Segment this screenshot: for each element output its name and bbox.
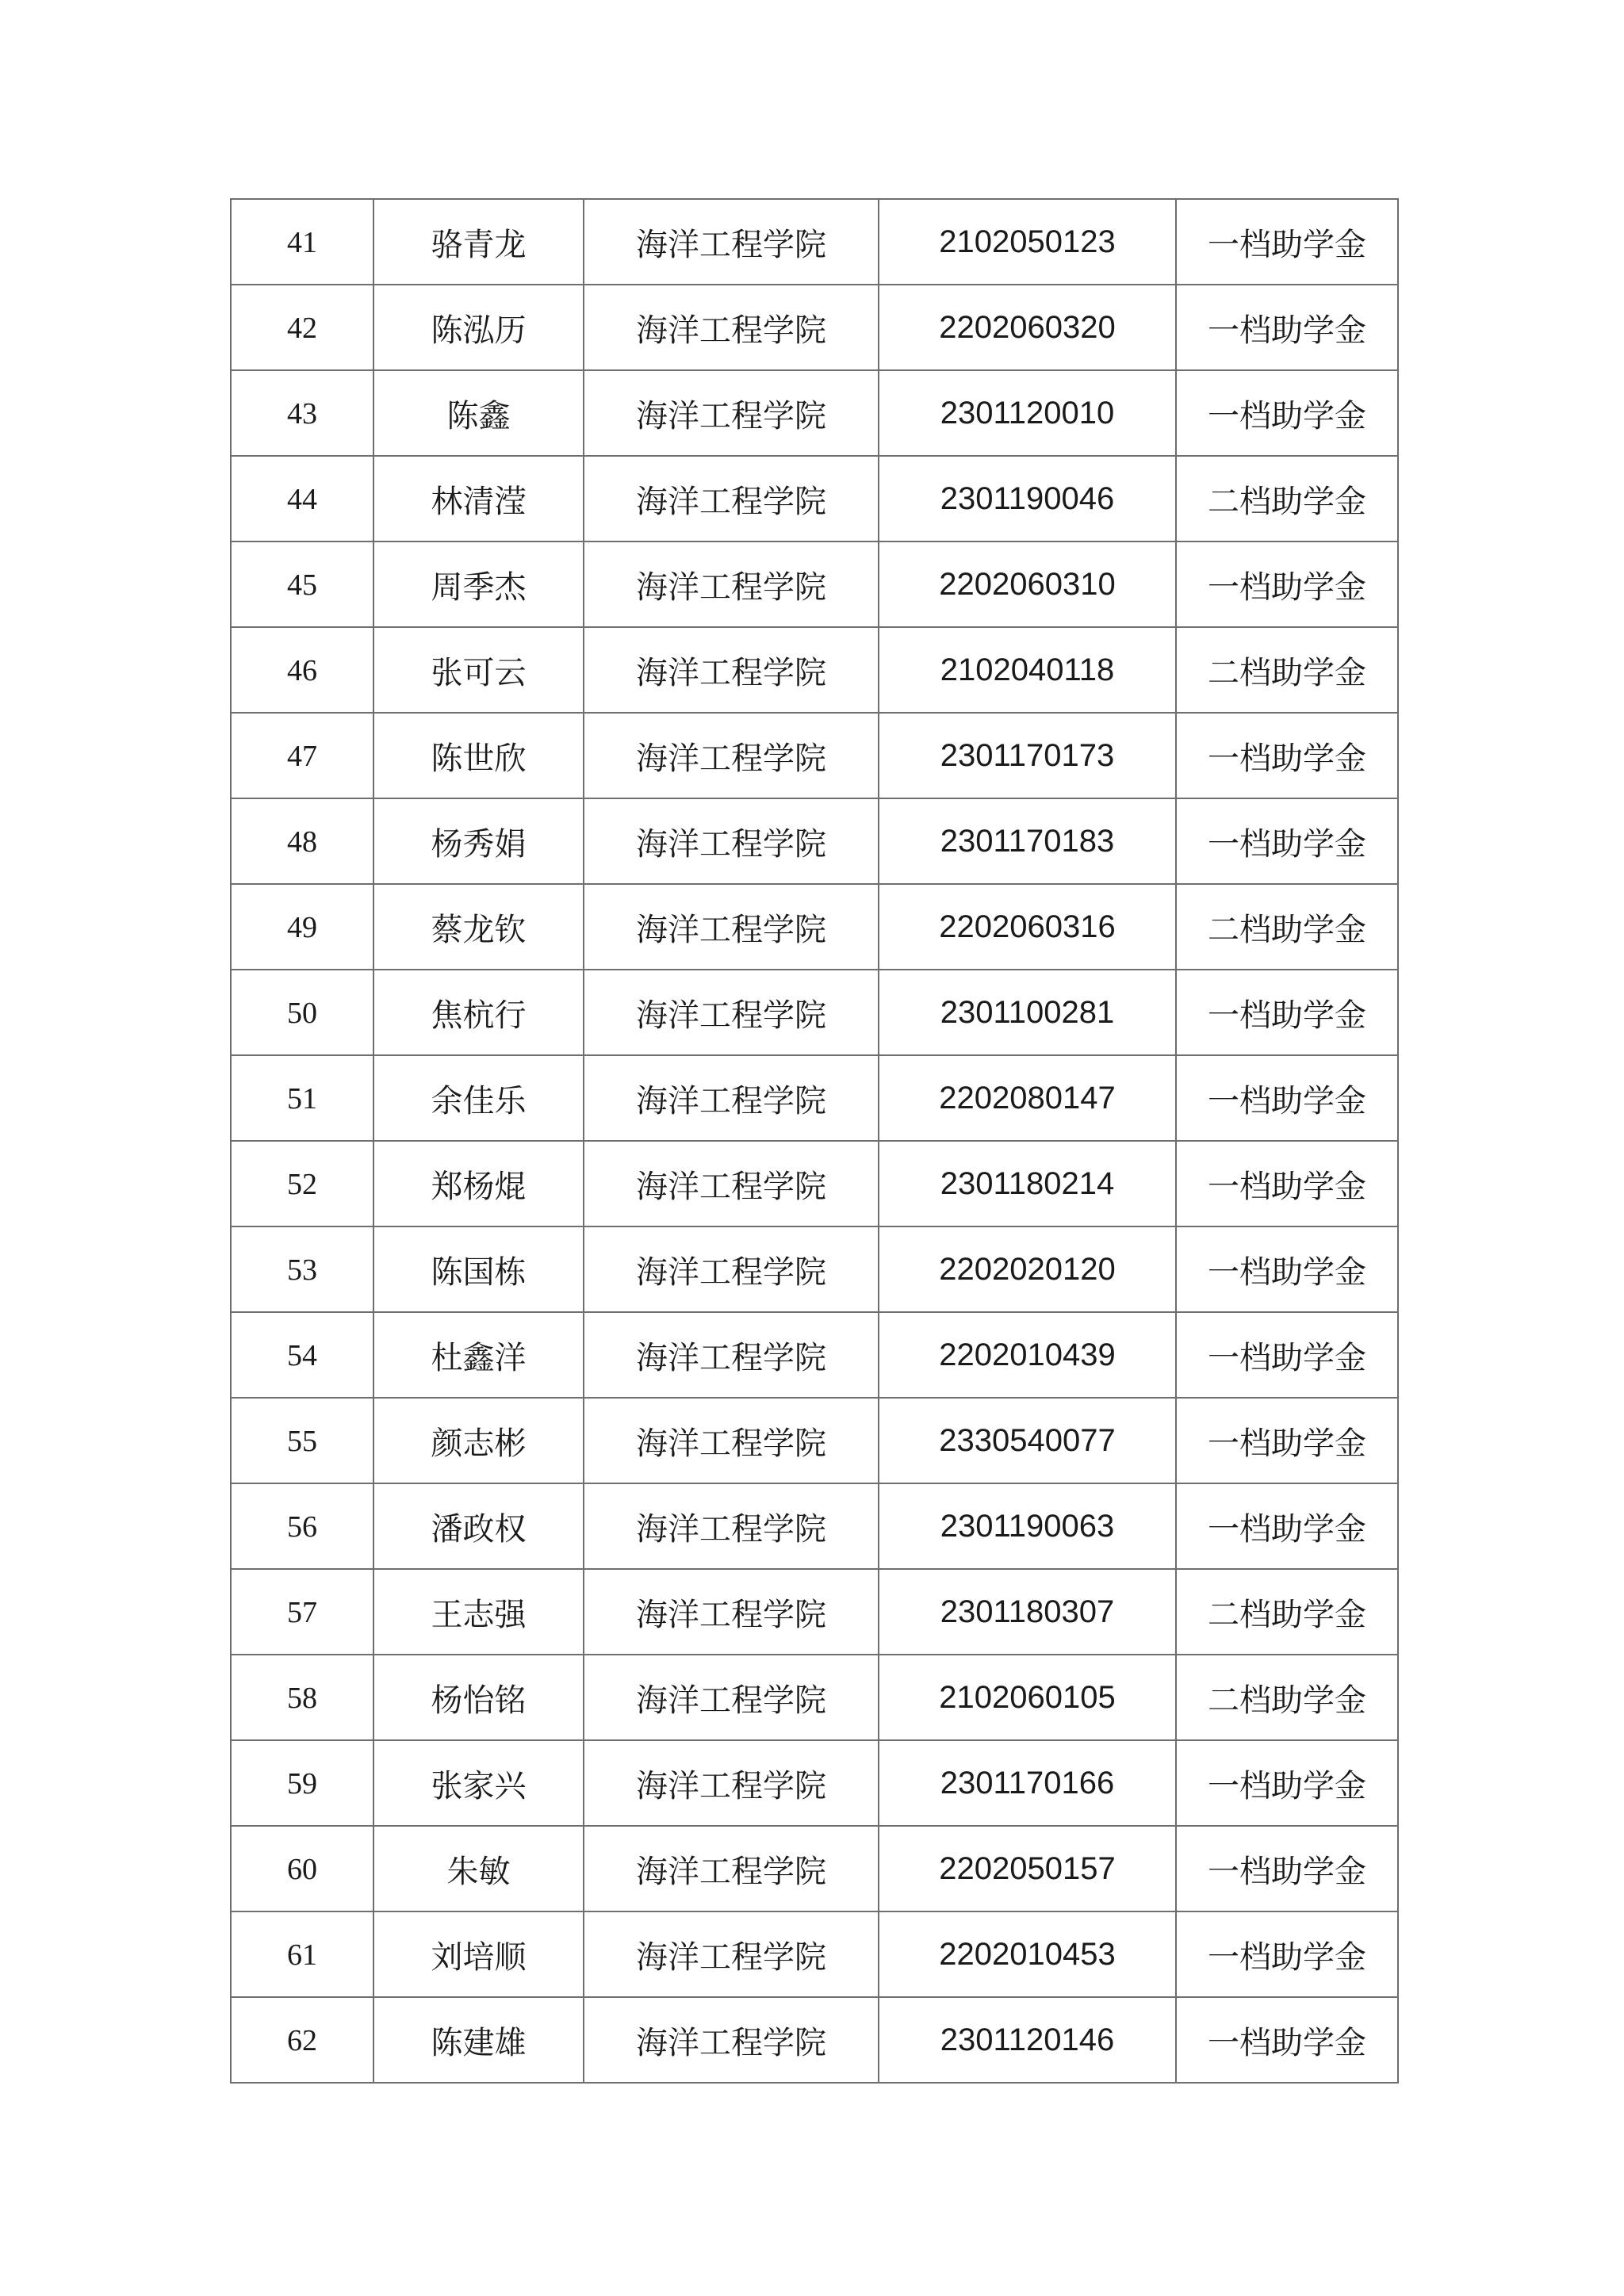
student-name-cell: 陈建雄	[373, 1997, 584, 2083]
student-id-cell: 2301170166	[879, 1740, 1176, 1826]
row-number-cell: 55	[231, 1398, 373, 1483]
student-name-cell: 郑杨焜	[373, 1141, 584, 1226]
grant-level-cell: 二档助学金	[1176, 627, 1398, 713]
student-id-cell: 2330540077	[879, 1398, 1176, 1483]
grant-level-cell: 一档助学金	[1176, 1226, 1398, 1312]
student-name-cell: 杨怡铭	[373, 1655, 584, 1740]
row-number-cell: 56	[231, 1483, 373, 1569]
grant-level-cell: 二档助学金	[1176, 1569, 1398, 1655]
row-number-cell: 53	[231, 1226, 373, 1312]
college-cell: 海洋工程学院	[584, 713, 879, 798]
college-cell: 海洋工程学院	[584, 1141, 879, 1226]
college-cell: 海洋工程学院	[584, 1312, 879, 1398]
grant-level-cell: 一档助学金	[1176, 1826, 1398, 1911]
student-name-cell: 骆青龙	[373, 199, 584, 285]
college-cell: 海洋工程学院	[584, 285, 879, 370]
table-row	[231, 1483, 1398, 1569]
table-row	[231, 1911, 1398, 1997]
college-cell: 海洋工程学院	[584, 798, 879, 884]
student-name-cell: 陈世欣	[373, 713, 584, 798]
student-name-cell: 陈泓历	[373, 285, 584, 370]
student-id-cell: 2301190046	[879, 456, 1176, 541]
row-number-cell: 49	[231, 884, 373, 970]
grant-level-cell: 一档助学金	[1176, 970, 1398, 1055]
student-name-cell: 周季杰	[373, 541, 584, 627]
college-cell: 海洋工程学院	[584, 627, 879, 713]
college-cell: 海洋工程学院	[584, 1997, 879, 2083]
row-number-cell: 62	[231, 1997, 373, 2083]
grant-level-cell: 一档助学金	[1176, 199, 1398, 285]
row-number-cell: 46	[231, 627, 373, 713]
grant-level-cell: 一档助学金	[1176, 1055, 1398, 1141]
row-number-cell: 48	[231, 798, 373, 884]
row-number-cell: 60	[231, 1826, 373, 1911]
row-number-cell: 52	[231, 1141, 373, 1226]
college-cell: 海洋工程学院	[584, 1226, 879, 1312]
table-row	[231, 285, 1398, 370]
table-row	[231, 1740, 1398, 1826]
row-number-cell: 51	[231, 1055, 373, 1141]
college-cell: 海洋工程学院	[584, 1055, 879, 1141]
table-row	[231, 1655, 1398, 1740]
student-name-cell: 朱敏	[373, 1826, 584, 1911]
table-row	[231, 713, 1398, 798]
table-row	[231, 1997, 1398, 2083]
college-cell: 海洋工程学院	[584, 456, 879, 541]
grant-level-cell: 一档助学金	[1176, 1740, 1398, 1826]
college-cell: 海洋工程学院	[584, 370, 879, 456]
student-name-cell: 张可云	[373, 627, 584, 713]
student-id-cell: 2202060320	[879, 285, 1176, 370]
college-cell: 海洋工程学院	[584, 541, 879, 627]
grant-level-cell: 一档助学金	[1176, 713, 1398, 798]
student-id-cell: 2202060316	[879, 884, 1176, 970]
college-cell: 海洋工程学院	[584, 1483, 879, 1569]
college-cell: 海洋工程学院	[584, 1398, 879, 1483]
grant-level-cell: 一档助学金	[1176, 370, 1398, 456]
student-name-cell: 刘培顺	[373, 1911, 584, 1997]
table-row	[231, 1226, 1398, 1312]
student-id-cell: 2102060105	[879, 1655, 1176, 1740]
college-cell: 海洋工程学院	[584, 1655, 879, 1740]
grant-level-cell: 二档助学金	[1176, 884, 1398, 970]
college-cell: 海洋工程学院	[584, 1569, 879, 1655]
student-id-cell: 2202010453	[879, 1911, 1176, 1997]
student-name-cell: 蔡龙钦	[373, 884, 584, 970]
college-cell: 海洋工程学院	[584, 884, 879, 970]
student-id-cell: 2301180214	[879, 1141, 1176, 1226]
student-id-cell: 2202060310	[879, 541, 1176, 627]
row-number-cell: 54	[231, 1312, 373, 1398]
row-number-cell: 43	[231, 370, 373, 456]
student-id-cell: 2102050123	[879, 199, 1176, 285]
table-row	[231, 798, 1398, 884]
student-id-cell: 2102040118	[879, 627, 1176, 713]
grant-level-cell: 二档助学金	[1176, 1655, 1398, 1740]
college-cell: 海洋工程学院	[584, 1740, 879, 1826]
row-number-cell: 59	[231, 1740, 373, 1826]
student-name-cell: 陈鑫	[373, 370, 584, 456]
student-id-cell: 2202080147	[879, 1055, 1176, 1141]
student-name-cell: 焦杭行	[373, 970, 584, 1055]
grant-level-cell: 一档助学金	[1176, 1312, 1398, 1398]
table-row	[231, 541, 1398, 627]
row-number-cell: 45	[231, 541, 373, 627]
scholarship-list-table	[230, 198, 1399, 2084]
row-number-cell: 42	[231, 285, 373, 370]
student-id-cell: 2202020120	[879, 1226, 1176, 1312]
table-row	[231, 1055, 1398, 1141]
student-name-cell: 潘政权	[373, 1483, 584, 1569]
grant-level-cell: 一档助学金	[1176, 1141, 1398, 1226]
table-row	[231, 1398, 1398, 1483]
row-number-cell: 61	[231, 1911, 373, 1997]
student-id-cell: 2301170173	[879, 713, 1176, 798]
table-row	[231, 1141, 1398, 1226]
college-cell: 海洋工程学院	[584, 1826, 879, 1911]
student-name-cell: 杨秀娟	[373, 798, 584, 884]
student-id-cell: 2301120146	[879, 1997, 1176, 2083]
row-number-cell: 57	[231, 1569, 373, 1655]
student-id-cell: 2202010439	[879, 1312, 1176, 1398]
grant-level-cell: 二档助学金	[1176, 456, 1398, 541]
student-id-cell: 2202050157	[879, 1826, 1176, 1911]
student-name-cell: 张家兴	[373, 1740, 584, 1826]
table-row	[231, 627, 1398, 713]
student-id-cell: 2301170183	[879, 798, 1176, 884]
table-row	[231, 970, 1398, 1055]
student-name-cell: 颜志彬	[373, 1398, 584, 1483]
student-name-cell: 余佳乐	[373, 1055, 584, 1141]
table-row	[231, 1826, 1398, 1911]
grant-level-cell: 一档助学金	[1176, 1483, 1398, 1569]
table-row	[231, 1312, 1398, 1398]
table-row	[231, 199, 1398, 285]
student-id-cell: 2301190063	[879, 1483, 1176, 1569]
student-name-cell: 杜鑫洋	[373, 1312, 584, 1398]
student-id-cell: 2301180307	[879, 1569, 1176, 1655]
student-name-cell: 王志强	[373, 1569, 584, 1655]
row-number-cell: 58	[231, 1655, 373, 1740]
college-cell: 海洋工程学院	[584, 1911, 879, 1997]
grant-level-cell: 一档助学金	[1176, 1911, 1398, 1997]
student-name-cell: 林清滢	[373, 456, 584, 541]
grant-level-cell: 一档助学金	[1176, 1997, 1398, 2083]
row-number-cell: 41	[231, 199, 373, 285]
college-cell: 海洋工程学院	[584, 199, 879, 285]
student-id-cell: 2301120010	[879, 370, 1176, 456]
table-row	[231, 456, 1398, 541]
grant-level-cell: 一档助学金	[1176, 285, 1398, 370]
table-body	[231, 199, 1398, 2083]
table-row	[231, 370, 1398, 456]
row-number-cell: 47	[231, 713, 373, 798]
student-name-cell: 陈国栋	[373, 1226, 584, 1312]
college-cell: 海洋工程学院	[584, 970, 879, 1055]
table-row	[231, 1569, 1398, 1655]
table-row	[231, 884, 1398, 970]
student-id-cell: 2301100281	[879, 970, 1176, 1055]
grant-level-cell: 一档助学金	[1176, 541, 1398, 627]
row-number-cell: 44	[231, 456, 373, 541]
grant-level-cell: 一档助学金	[1176, 798, 1398, 884]
row-number-cell: 50	[231, 970, 373, 1055]
grant-level-cell: 一档助学金	[1176, 1398, 1398, 1483]
